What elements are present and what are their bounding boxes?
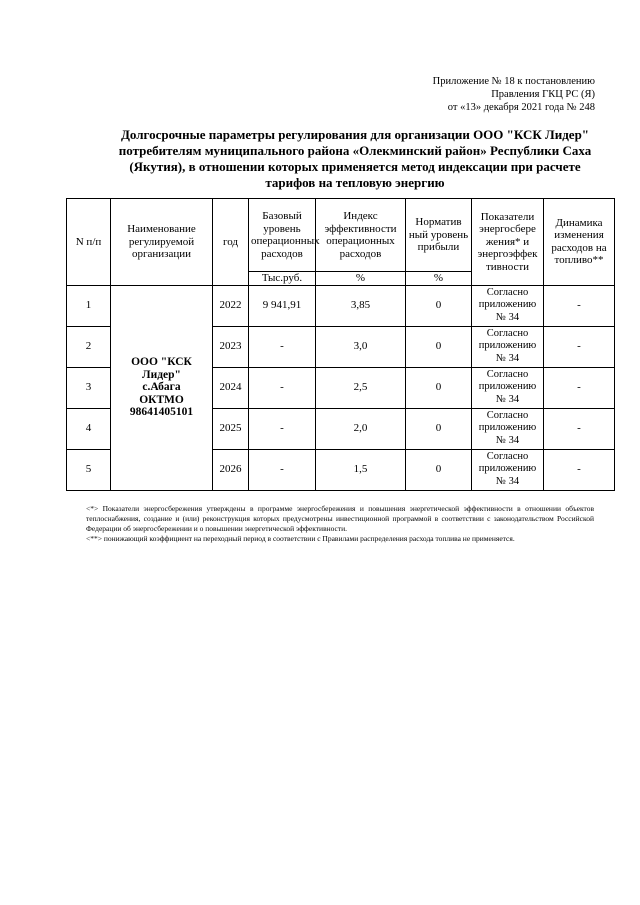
unit-profit: % [406, 272, 472, 286]
cell-year: 2024 [213, 367, 249, 408]
footnotes [86, 504, 594, 544]
header-org: Наименование регулируемой организации [111, 199, 213, 286]
unit-index: % [316, 272, 406, 286]
header-year: год [213, 199, 249, 286]
cell-profit: 0 [406, 285, 472, 326]
footnote-fuel: <**> понижающий коэффициент на переходный период в соответствии с Правилами распределения расхода топлива не применяется. [86, 534, 515, 543]
cell-profit: 0 [406, 326, 472, 367]
cell-num: 1 [67, 285, 111, 326]
title-line: потребителям муниципального района «Олекминский район» Республики Саха [118, 143, 592, 158]
cell-index: 3,0 [316, 326, 406, 367]
cell-index: 2,0 [316, 408, 406, 449]
cell-year: 2026 [213, 449, 249, 490]
cell-base: - [249, 367, 316, 408]
title-line: (Якутия), в отношении которых применяется метод индексации при расчете [129, 159, 581, 174]
cell-fuel: - [544, 367, 615, 408]
cell-energy: Согласно приложению № 34 [472, 449, 544, 490]
cell-energy: Согласно приложению № 34 [472, 285, 544, 326]
cell-year: 2025 [213, 408, 249, 449]
cell-num: 2 [67, 326, 111, 367]
cell-index: 2,5 [316, 367, 406, 408]
cell-fuel: - [544, 449, 615, 490]
cell-energy: Согласно приложению № 34 [472, 408, 544, 449]
cell-fuel: - [544, 285, 615, 326]
cell-energy: Согласно приложению № 34 [472, 367, 544, 408]
cell-index: 3,85 [316, 285, 406, 326]
unit-base: Тыс.руб. [249, 272, 316, 286]
title-line: Долгосрочные параметры регулирования для организации ООО "КСК Лидер" [120, 127, 590, 142]
cell-index: 1,5 [316, 449, 406, 490]
cell-fuel: - [544, 326, 615, 367]
cell-year: 2022 [213, 285, 249, 326]
appendix-line: Приложение № 18 к постановлению [432, 76, 595, 87]
table-row [67, 285, 615, 326]
cell-year: 2023 [213, 326, 249, 367]
cell-profit: 0 [406, 449, 472, 490]
org-line: с.Абага [142, 381, 181, 394]
cell-base: - [249, 449, 316, 490]
org-line: ООО "КСК [131, 356, 192, 369]
appendix-line: от «13» декабря 2021 года № 248 [447, 102, 595, 113]
cell-fuel: - [544, 408, 615, 449]
cell-base: - [249, 408, 316, 449]
org-line: Лидер" [142, 368, 181, 381]
cell-num: 3 [67, 367, 111, 408]
header-profit: Норматив ный уровень прибыли [406, 199, 472, 272]
org-line: 98641405101 [129, 406, 194, 419]
footnote-energy: <*> Показатели энергосбережения утверждены в программе энергосбережения и повышения энергетической эффективности в отношении объектов теплоснабжения, создание и (или) реконструкция которых предусмотрены инвестиционной программой в соответствии с законодательством Российской Федерации об энергосбережении и о повышении энергетической эффективности. [86, 504, 594, 533]
header-fuel: Динамика изменения расходов на топливо** [544, 199, 615, 286]
header-base: Базовый уровень операционных расходов [249, 199, 316, 272]
table-header-row [67, 199, 615, 272]
org-line: ОКТМО [139, 393, 184, 406]
cell-profit: 0 [406, 367, 472, 408]
cell-energy: Согласно приложению № 34 [472, 326, 544, 367]
cell-organization [111, 285, 213, 490]
cell-num: 4 [67, 408, 111, 449]
header-num: N п/п [67, 199, 111, 286]
header-index: Индекс эффективности операционных расходов [316, 199, 406, 272]
cell-base: 9 941,91 [249, 285, 316, 326]
appendix-reference [433, 75, 595, 114]
title-line: тарифов на тепловую энергию [265, 175, 445, 190]
document-title [95, 127, 615, 191]
cell-num: 5 [67, 449, 111, 490]
cell-base: - [249, 326, 316, 367]
appendix-line: Правления ГКЦ РС (Я) [491, 89, 595, 100]
parameters-table [66, 198, 615, 491]
header-energy: Показатели энергосбере жения* и энергоэффек тивности [472, 199, 544, 286]
cell-profit: 0 [406, 408, 472, 449]
